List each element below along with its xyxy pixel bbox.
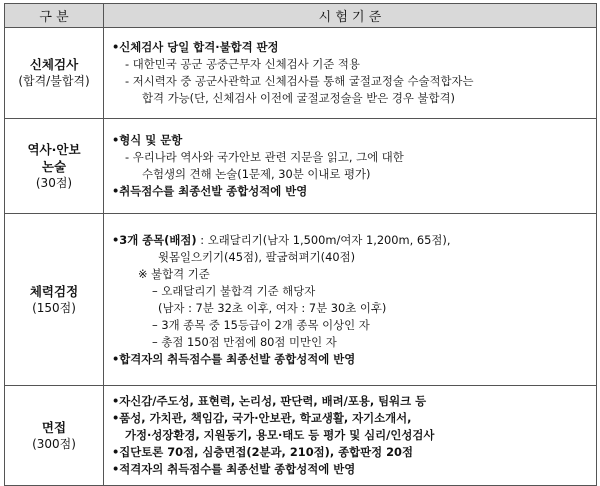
row-fitness-test <box>5 214 597 386</box>
criteria-line: (남자 : 7분 32초 이후, 여자 : 7분 30초 이후) <box>158 300 387 315</box>
criteria-line: - 저시력자 중 공군사관학교 신체검사를 통해 굴절교정술 수술적합자는 <box>125 74 474 88</box>
category-note: (300점) <box>32 436 76 451</box>
category-title: 역사·안보 <box>27 141 81 157</box>
criteria-cell <box>104 214 597 386</box>
bullet-icon: • <box>112 351 120 366</box>
bullet-icon: • <box>112 445 120 459</box>
criteria-line: 가정·성장환경, 지원동기, 용모·태도 등 평가 및 심리/인성검사 <box>125 428 435 442</box>
bullet-text-bold: 3개 종목(배점) <box>119 232 197 247</box>
criteria-line <box>112 351 590 368</box>
criteria-line: – 오래달리기 불합격 기준 해당자 <box>152 283 316 298</box>
bullet-icon: • <box>112 232 120 247</box>
bullet-icon: • <box>112 184 120 198</box>
criteria-line: - 우리나라 역사와 국가안보 관련 지문을 읽고, 그에 대한 <box>125 150 404 164</box>
category-cell <box>5 214 104 386</box>
criteria-line: ※ 불합격 기준 <box>138 266 210 281</box>
criteria-cell <box>104 386 597 486</box>
criteria-line <box>112 444 590 461</box>
category-title: 신체검사 <box>29 57 79 72</box>
bullet-text: 자신감/주도성, 표현력, 논리성, 판단력, 배려/포용, 팀워크 등 <box>119 394 427 408</box>
bullet-text: 형식 및 문항 <box>119 133 183 147</box>
bullet-text: 신체검사 당일 합격·불합격 판정 <box>119 40 279 54</box>
header-criteria: 시 험 기 준 <box>104 4 597 28</box>
criteria-line: – 3개 종목 중 15등급이 2개 종목 이상인 자 <box>152 317 370 332</box>
row-history-essay <box>5 119 597 214</box>
category-note: (합격/불합격) <box>18 74 90 88</box>
criteria-line: – 총점 150점 만점에 80점 미만인 자 <box>152 334 337 349</box>
category-title-2: 논술 <box>41 158 67 174</box>
bullet-text: 합격자의 취득점수를 최종선발 종합성적에 반영 <box>119 351 356 366</box>
category-title: 면접 <box>41 419 67 435</box>
header-category: 구 분 <box>5 4 104 28</box>
criteria-line: 수험생의 견해 논술(1문제, 30분 이내로 평가) <box>142 167 371 181</box>
criteria-line <box>112 393 590 410</box>
header-row <box>5 4 597 28</box>
criteria-line: 윗몸일으키기(45점), 팔굽혀펴기(40점) <box>158 249 356 264</box>
bullet-icon: • <box>112 411 120 425</box>
criteria-line <box>112 183 590 200</box>
category-note: (150점) <box>32 300 76 315</box>
criteria-line <box>112 461 590 478</box>
bullet-text: 취득점수를 최종선발 종합성적에 반영 <box>119 184 308 198</box>
criteria-table <box>4 3 597 486</box>
bullet-icon: • <box>112 462 120 476</box>
criteria-line <box>112 39 590 56</box>
bullet-icon: • <box>112 394 120 408</box>
category-cell <box>5 119 104 214</box>
row-physical-exam <box>5 28 597 119</box>
category-cell <box>5 28 104 119</box>
criteria-line <box>112 132 590 149</box>
criteria-cell <box>104 119 597 214</box>
bullet-text: : 오래달리기(남자 1,500m/여자 1,200m, 65점), <box>196 232 451 247</box>
bullet-text: 품성, 가치관, 책임감, 국가·안보관, 학교생활, 자기소개서, <box>119 411 412 425</box>
category-cell <box>5 386 104 486</box>
bullet-icon: • <box>112 40 120 54</box>
criteria-line: 합격 가능(단, 신체검사 이전에 굴절교정술을 받은 경우 불합격) <box>142 91 455 105</box>
category-title: 체력검정 <box>29 283 79 299</box>
row-interview <box>5 386 597 486</box>
bullet-text: 적격자의 취득점수를 최종선발 종합성적에 반영 <box>119 462 356 476</box>
criteria-line <box>112 232 590 249</box>
criteria-cell <box>104 28 597 119</box>
criteria-line: - 대한민국 공군 공중근무자 신체검사 기준 적용 <box>125 57 360 71</box>
bullet-icon: • <box>112 133 120 147</box>
criteria-line <box>112 410 590 427</box>
bullet-text: 집단토론 70점, 심층면접(2분과, 210점), 종합판정 20점 <box>119 445 413 459</box>
category-note: (30점) <box>35 175 73 190</box>
